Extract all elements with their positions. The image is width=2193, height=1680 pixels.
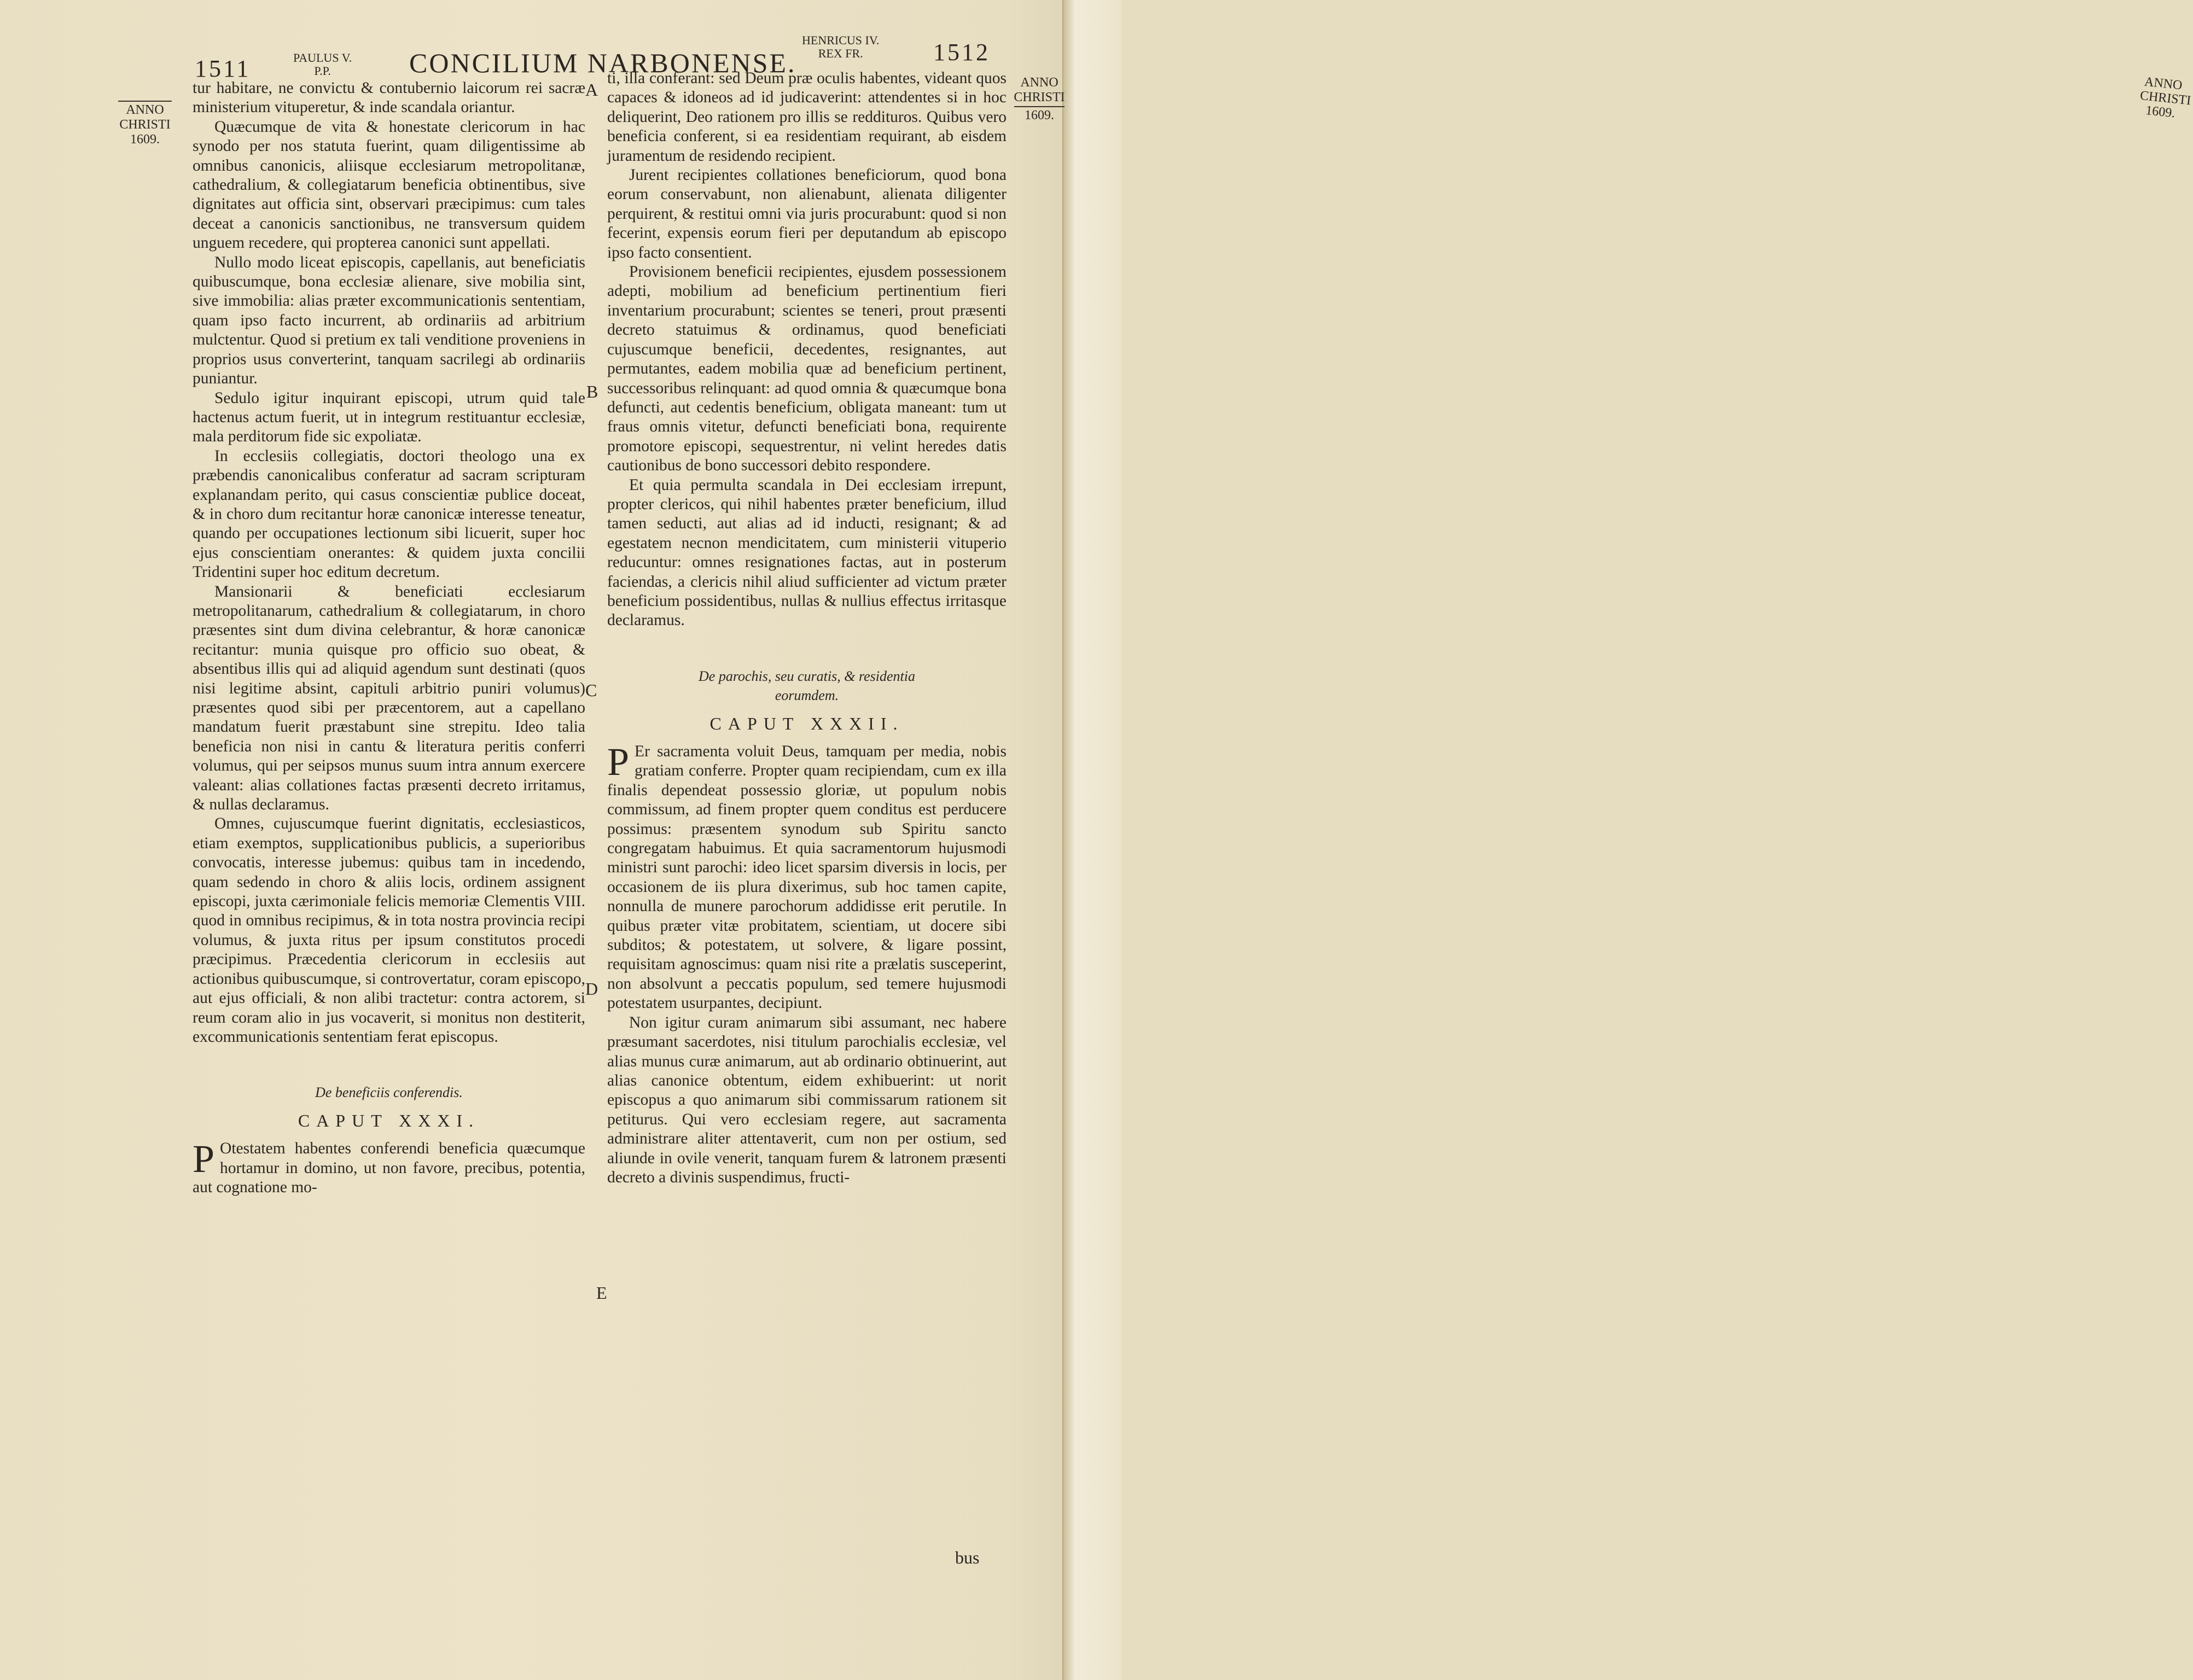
catchword: bus xyxy=(955,1548,980,1567)
paragraph: Sedulo igitur inquirant episcopi, utrum quid tale hactenus actum fuerit, ut in integrum restituantur ecclesiæ, mala perditorum fide sic expoliatæ. xyxy=(193,389,585,446)
margin-letter-c: C xyxy=(585,680,597,700)
pope-title: P.P. xyxy=(314,64,331,78)
next-anno-line: ANNO xyxy=(2143,74,2183,93)
next-page-anno-note xyxy=(2138,74,2192,121)
running-title: CONCILIUM NARBONENSE. xyxy=(409,48,796,78)
left-text-column xyxy=(193,79,585,1197)
paragraph: tur habitare, ne convictu & contubernio laicorum rei sacræ ministerium vituperetur, & inde scandala oriantur. xyxy=(193,79,585,116)
paragraph: Mansionarii & beneficiati ecclesiarum metropolitanarum, cathedralium & collegiatarum, in choro præsentes sint dum divina celebrantur, & horæ canonicæ recitantur: munia quisque pro officio suo obeat, & absentibus illis qui ad aliquid agendum sunt destinati (quos nisi legitime absint, capituli arbitrio puniri volumus) præsentes quod sibi per præcentorem, aut a capellano mandatum fuerit præstabunt sine strepitu. Ideo talia beneficia non nisi in cantu & literatura peritis conferri volumus, qui per seipsos munus suum intra annum exercere valeant: alias collationes factas præsenti decreto irritamus, & nullas declaramus. xyxy=(193,582,585,814)
drop-cap: P xyxy=(607,740,630,784)
king-name: HENRICUS IV. xyxy=(802,33,880,47)
paragraph: Provisionem beneficii recipientes, ejusdem possessionem adepti, mobilium ad beneficium pertinentium fieri inventarium procurabunt; scientes se teneri, prout præsenti decreto statuimus & ordinamus, quod beneficiati cujuscumque beneficii, decedentes, resignantes, aut permutantes, eadem mobilia quæ ad beneficium pertinent, successoribus relinquant: ad quod omnia & quæcumque bona defuncti, aut cedentis beneficium, obligata maneant: tum ut fraus omnis vitetur, defuncti beneficiati bona, requirente promotore episcopi, sequestrentur, ni velint heredes datis cautionibus de bono successori debito respondere. xyxy=(607,263,1007,475)
anno-year: 1609. xyxy=(1025,108,1054,122)
chapter-31-title: CAPUT XXXI. xyxy=(298,1110,480,1130)
rule xyxy=(118,101,172,102)
left-running-head xyxy=(293,51,352,78)
chapter-31-paragraph xyxy=(193,1139,585,1197)
chapter-32-subject-line: De parochis, seu curatis, & residentia xyxy=(699,668,915,684)
anno-line: ANNO xyxy=(126,103,164,117)
chapter-31-text: Otestatem habentes conferendi beneficia quæcumque hortamur in domino, ut non favore, precibus, potentia, aut cognatione mo- xyxy=(193,1140,585,1196)
chapter-32-title: CAPUT XXXII. xyxy=(709,713,904,733)
right-running-head xyxy=(802,34,879,60)
chapter-32-text: Er sacramenta voluit Deus, tamquam per media, nobis gratiam conferre. Propter quam recipiendam, cum ex illa finalis dependeat possessio gloriæ, ut populum nobis commissum, ad finem propter quem conditus est perducere possimus: præsentem synodum sub Spiritu sancto congregatam habuimus. Et quia sacramentorum hujusmodi ministri sunt parochi: ideo licet sparsim diversis in locis, per occasionem de iis plura dixerimus, sub hoc tamen capite, nonnulla de munere parochorum addidisse erit perutile. In quibus præter vitæ probitatem, scientiam, ut docere sibi subditos; & potestatem, ut solvere, & ligare possint, requisitam agnoscimus: quam nisi rite a prælatis susceperint, non absolvunt a peccatis populum, sed temere hujusmodi potestatem usurpantes, decipiunt. xyxy=(607,743,1007,1012)
chapter-32-paragraph xyxy=(607,742,1007,1013)
margin-letter-a: A xyxy=(585,80,598,100)
paragraph: Quæcumque de vita & honestate clericorum in hac synodo per nos statuta fuerint, quam diligentissime ab omnibus canonicis, aliisque ecclesiarum metropolitanæ, cathedralium, & collegiatarum beneficia obtinentibus, sive dignitates aut officia sint, observari præcipimus: cum tales deceat a canonicis sanctionibus, ne transversum quidem unguem recedere, qui propterea canonici sunt appellati. xyxy=(193,118,585,252)
margin-letter-e: E xyxy=(596,1283,607,1303)
right-text-column xyxy=(607,69,1007,1187)
chapter-32-subject-line: eorumdem. xyxy=(775,687,839,704)
paragraph: Jurent recipientes collationes beneficiorum, quod bona eorum conservabunt, non alienabunt, alienata diligenter perquirent, & restitui omni via juris procurabunt: quod si non fecerint, expensis eorum fieri per deputandum ab episcopo ipso facto consentient. xyxy=(607,166,1007,261)
left-page-number: 1511 xyxy=(195,55,251,82)
drop-cap: P xyxy=(193,1137,215,1181)
paragraph: ti, illa conferant: sed Deum præ oculis habentes, videant quos capaces & idoneos ad id judicaverint: attendentes si in hoc deliquerint, Deo rationem pro illis se reddituros. Quibus vero beneficia conferent, si ea residentiam requirant, ab eisdem juramentum de residendo recipient. xyxy=(607,69,1007,165)
paragraph: In ecclesiis collegiatis, doctori theologo una ex præbendis canonicalibus conferatur ad sacram scripturam explanandam perito, qui casus conscientiæ publice doceat, & in choro dum recitantur horæ canonicæ interesse teneatur, quando per occupationes lectionum sibi licuerit, super hoc ejus conscientiam onerantes: & quidem juxta concilii Tridentini super hoc editum decretum. xyxy=(193,447,585,581)
rule xyxy=(1014,106,1064,107)
margin-letter-b: B xyxy=(586,382,598,401)
next-page-edge xyxy=(1062,0,2192,1680)
anno-line: ANNO xyxy=(1020,75,1058,90)
next-anno-line: CHRISTI xyxy=(2139,88,2192,108)
chapter-32-subject xyxy=(607,667,1007,705)
margin-letter-d: D xyxy=(585,979,598,999)
paragraph: Non igitur curam animarum sibi assumant, nec habere præsumant sacerdotes, nisi titulum parochialis ecclesiæ, vel alias munus curæ animarum, aut ab ordinario obtinuerint, aut alias canonice obtentum, eidem exhibuerint: ut norit episcopus a quo animarum sibi commissarum rationem sit petiturus. Qui vero ecclesiam regere, aut sacramenta administrare aliter attentaverit, cum non per ostium, sed aliunde in ovile venerit, tanquam furem & latronem præsenti decreto a divinis suspendimus, fructi- xyxy=(607,1013,1007,1186)
paragraph: Nullo modo liceat episcopis, capellanis, aut beneficiatis quibuscumque, bona ecclesiæ alienare, sive mobilia sint, sive immobilia: alias præter excommunicationis sententiam, quam ipso facto incurrent, ab ordinariis ad arbitrium mulctentur. Quod si pretium ex tali venditione proveniens in proprios usus converterint, tanquam sacrilegi ab ordinariis puniantur. xyxy=(193,253,585,388)
anno-line: CHRISTI xyxy=(1014,90,1065,104)
anno-line: CHRISTI xyxy=(119,118,171,132)
next-anno-line: 1609. xyxy=(2145,103,2176,121)
paragraph: Omnes, cujuscumque fuerint dignitatis, ecclesiasticos, etiam exemptos, supplicationibus publicis, a superioribus convocatis, interesse jubemus: quibus tam in incedendo, quam sedendo in choro & aliis locis, ordinem assignent episcopi, juxta cærimoniale felicis memoriæ Clementis VIII. quod in omnibus recipimus, & in tota nostra provincia recipi volumus, & juxta ritus per ipsum constitutos procedi præcipimus. Præcedentia clericorum in ecclesiis aut actionibus quibuscumque, si controvertatur, coram episcopo, aut ejus officiali, & non alibi tractetur: contra actorem, si reum coram alio in jus vocaverit, si monitus non destiterit, excommunicationis sententiam ferat episcopus. xyxy=(193,815,585,1046)
anno-christi-left xyxy=(116,100,174,147)
right-page-number: 1512 xyxy=(933,39,990,66)
pope-name: PAULUS V. xyxy=(293,51,352,65)
anno-christi-right xyxy=(1012,75,1067,123)
chapter-31-subject: De beneficiis conferendis. xyxy=(315,1084,463,1101)
paragraph: Et quia permulta scandala in Dei ecclesiam irrepunt, propter clericos, qui nihil habentes præter beneficium, illud tamen seducti, aut alias ad id inducti, resignant; & ad egestatem necnon mendicitatem, cum ministerii vituperio reducuntur: omnes resignationes factas, aut in posterum faciendas, a clericis nihil aliud sufficienter ad victum præter beneficium possidentibus, nullas & nullius effectus irritasque declaramus. xyxy=(607,476,1007,629)
anno-year: 1609. xyxy=(130,132,160,147)
king-title: REX FR. xyxy=(818,46,863,60)
